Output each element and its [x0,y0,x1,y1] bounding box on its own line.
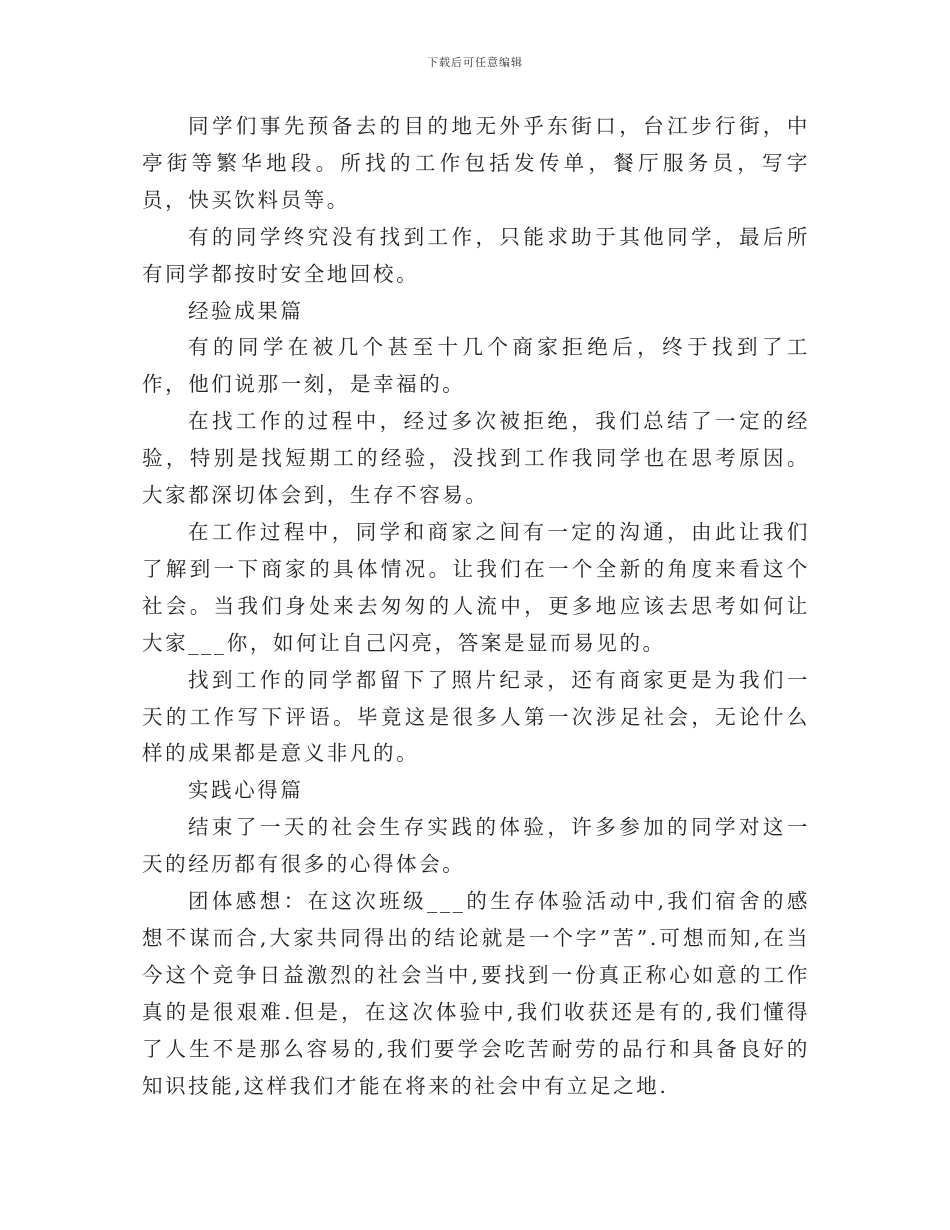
page-header: 下载后可任意编辑 [427,56,523,69]
paragraph-group-thoughts: 团体感想：在这次班级___的生存体验活动中,我们宿舍的感想不谋而合,大家共同得出的结论就是一个字”苦”.可想而知,在当今这个竞争日益激烈的社会当中,要找到一份真正称心如意的工作真的是很艰难.但是，在这次体验中,我们收获还是有的,我们懂得了人生不是那么容易的,我们要学会吃苦耐劳的品行和具备良好的知识技能,这样我们才能在将来的社会中有立足之地. [142,889,810,1098]
paragraph-communication: 在工作过程中，同学和商家之间有一定的沟通，由此让我们了解到一下商家的具体情况。让我们在一个全新的角度来看这个社会。当我们身处来去匆匆的人流中，更多地应该去思考如何让大家___你，如何让自己闪亮，答案是显而易见的。 [142,519,810,655]
paragraph-no-job: 有的同学终究没有找到工作，只能求助于其他同学，最后所有同学都按时安全地回校。 [142,224,810,286]
section-heading-reflections: 实践心得篇 [188,778,304,803]
paragraph-lessons: 在找工作的过程中，经过多次被拒绝，我们总结了一定的经验，特别是找短期工的经验，没找到工作我同学也在思考原因。大家都深切体会到，生存不容易。 [142,409,810,508]
paragraph-end-of-day: 结束了一天的社会生存实践的体验，许多参加的同学对这一天的经历都有很多的心得体会。 [142,815,810,877]
section-heading-experience: 经验成果篇 [188,298,304,323]
paragraph-rejected: 有的同学在被几个甚至十几个商家拒绝后，终于找到了工作，他们说那一刻，是幸福的。 [142,335,810,397]
document-body [142,108,810,1104]
paragraph-photos: 找到工作的同学都留下了照片纪录，还有商家更是为我们一天的工作写下评语。毕竟这是很多人第一次涉足社会，无论什么样的成果都是意义非凡的。 [142,667,810,766]
paragraph-destinations: 同学们事先预备去的目的地无外乎东街口，台江步行街，中亭街等繁华地段。所找的工作包括发传单，餐厅服务员，写字员，快买饮料员等。 [142,114,810,212]
